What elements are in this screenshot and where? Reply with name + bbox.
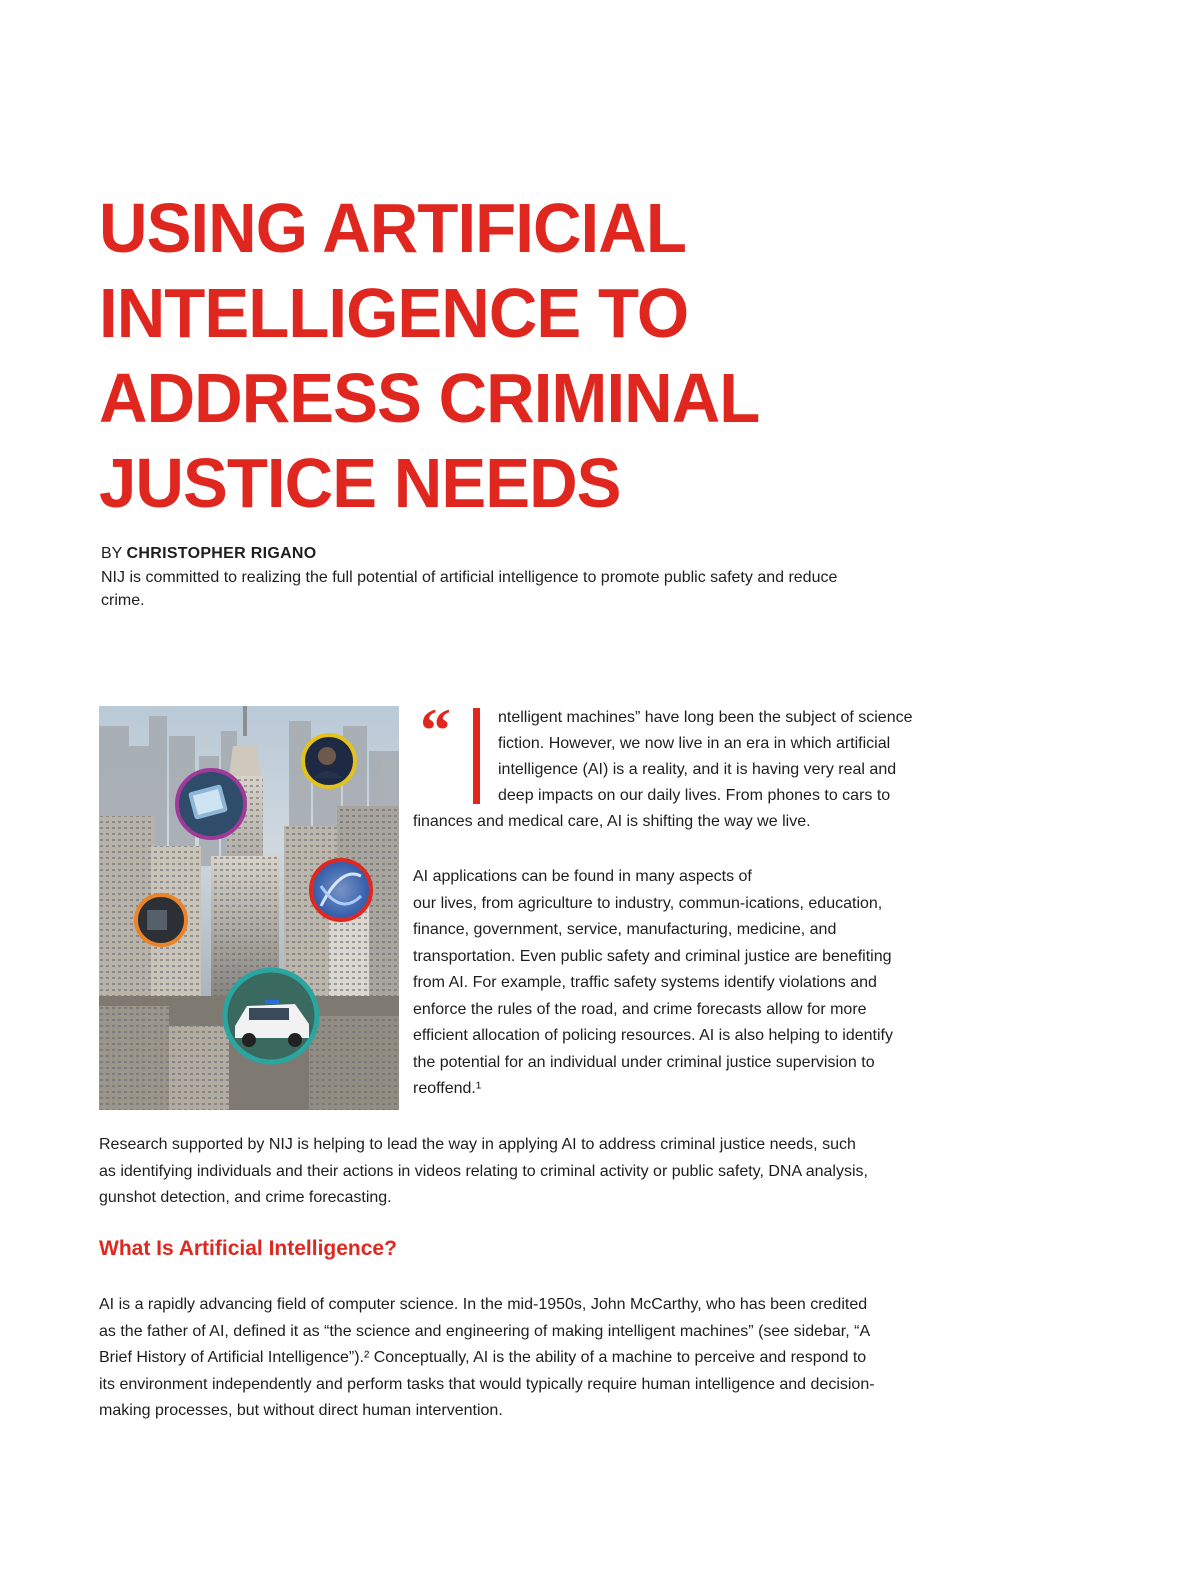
quote-mark: “ xyxy=(420,697,451,765)
paragraph-line: Brief History of Artificial Intelligence”).² Conceptually, AI is the ability of a machine to perceive and respond to xyxy=(99,1349,867,1366)
paragraph-line: finance, government, service, manufacturing, medicine, and xyxy=(413,921,837,938)
article-deck: NIJ is committed to realizing the full potential of artificial intelligence to promote public safety and reduce crime. xyxy=(101,569,838,609)
paragraph-line: efficient allocation of policing resources. AI is also helping to identify xyxy=(413,1027,893,1044)
title-line: USING ARTIFICIAL xyxy=(99,189,686,267)
paragraph-line: its environment independently and perform tasks that would typically require human intelligence and decision- xyxy=(99,1375,875,1393)
paragraph-line: our lives, from agriculture to industry, commun-ications, education, xyxy=(413,894,883,912)
byline xyxy=(101,544,317,564)
dna-icon xyxy=(311,860,371,920)
section-heading: What Is Artificial Intelligence? xyxy=(99,1237,397,1260)
title-line: INTELLIGENCE TO xyxy=(99,274,689,352)
paragraph-line: as the father of AI, defined it as “the science and engineering of making intelligent machines” (see sidebar, “A xyxy=(99,1322,871,1340)
research-paragraph xyxy=(99,1132,919,1212)
paragraph-line: AI applications can be found in many aspects of xyxy=(413,868,752,885)
drop-cap-bar xyxy=(473,708,480,804)
paragraph-line: transportation. Even public safety and criminal justice are benefiting xyxy=(413,947,892,965)
paragraph-line: AI is a rapidly advancing field of computer science. In the mid-1950s, John McCarthy, who has been credited xyxy=(99,1296,868,1313)
byline-prefix: BY xyxy=(101,545,123,562)
intro-line: finances and medical care, AI is shifting the way we live. xyxy=(413,813,811,830)
article-title xyxy=(99,186,829,526)
paragraph-line: reoffend.¹ xyxy=(413,1080,482,1097)
intro-line: ntelligent machines” have long been the subject of science xyxy=(498,709,913,726)
police-car-icon xyxy=(225,970,317,1062)
city-illustration xyxy=(99,706,399,1110)
paragraph-line: making processes, but without direct human intervention. xyxy=(99,1402,503,1419)
applications-paragraph xyxy=(413,864,893,1103)
paragraph-line: from AI. For example, traffic safety systems identify violations and xyxy=(413,974,877,991)
paragraph-line: as identifying individuals and their actions in videos relating to criminal activity or public safety, DNA analysis, xyxy=(99,1162,868,1180)
paragraph-line: Research supported by NIJ is helping to lead the way in applying AI to address criminal justice needs, such xyxy=(99,1136,856,1153)
title-line: JUSTICE NEEDS xyxy=(99,444,621,522)
paragraph-line: the potential for an individual under criminal justice supervision to xyxy=(413,1053,875,1071)
intro-line: deep impacts on our daily lives. From phones to cars to xyxy=(498,787,891,804)
title-line: ADDRESS CRIMINAL xyxy=(99,359,760,437)
paragraph-line: gunshot detection, and crime forecasting. xyxy=(99,1189,392,1206)
camera-icon xyxy=(136,895,186,945)
intro-line: intelligence (AI) is a reality, and it is having very real and xyxy=(498,761,897,778)
paragraph-line: enforce the rules of the road, and crime forecasts allow for more xyxy=(413,1000,867,1018)
intro-line: fiction. However, we now live in an era in which artificial xyxy=(498,735,891,752)
tablet-icon xyxy=(177,770,245,838)
author-name: CHRISTOPHER RIGANO xyxy=(126,545,317,562)
definition-paragraph xyxy=(99,1292,919,1425)
officer-icon xyxy=(303,735,355,787)
